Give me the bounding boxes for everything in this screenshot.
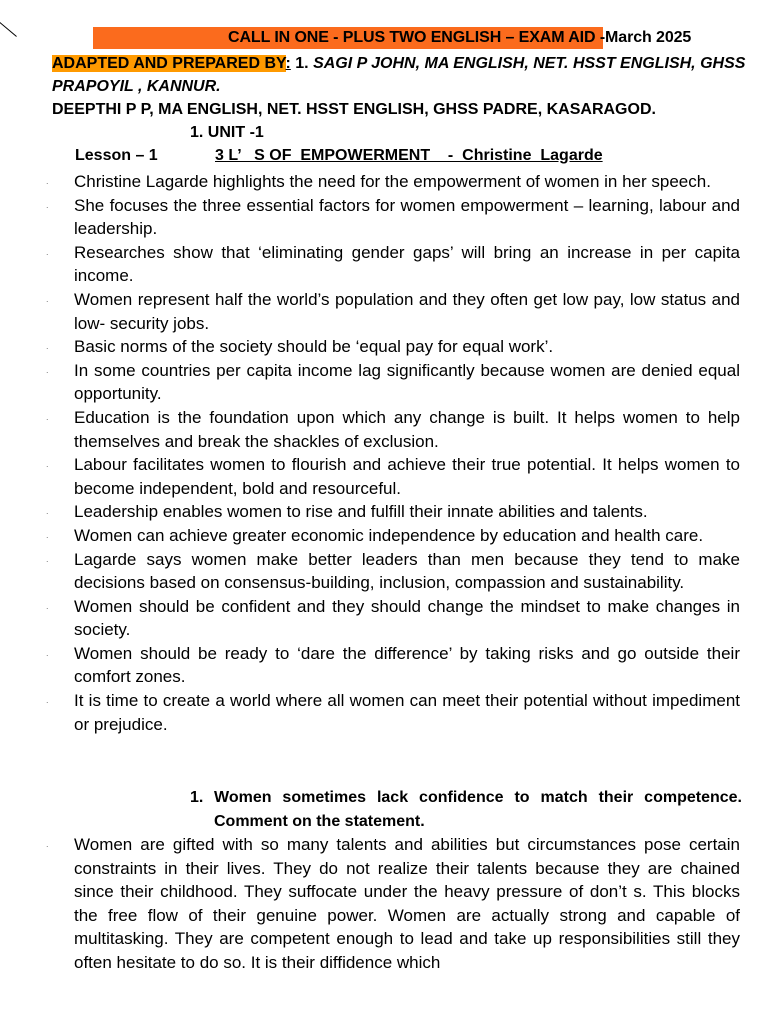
- lesson-heading: [75, 147, 603, 165]
- question-text: Women sometimes lack confidence to match their competence. Comment on the statement.: [214, 789, 742, 830]
- lesson-title: 3 L’ S OF EMPOWERMENT - Christine Lagarde: [215, 147, 603, 164]
- author1-credit: SAGI P JOHN, MA ENGLISH, NET. HSST ENGLISH, GHSS PRAPOYIL , KANNUR.: [52, 55, 746, 95]
- list-item: . Christine Lagarde highlights the need for the empowerment of women in her speech.: [74, 170, 740, 194]
- list-item: . Women can achieve greater economic independence by education and health care.: [74, 524, 740, 548]
- list-item: . Basic norms of the society should be ‘equal pay for equal work’.: [74, 335, 740, 359]
- list-item: . It is time to create a world where all women can meet their potential without impediment or prejudice.: [74, 689, 740, 736]
- author2-credit: DEEPTHI P P, MA ENGLISH, NET. HSST ENGLISH, GHSS PADRE, KASARAGOD.: [52, 101, 656, 118]
- list-item: . Education is the foundation upon which any change is built. It helps women to help themselves and break the shackles of exclusion.: [74, 406, 740, 453]
- unit-heading: 1. UNIT -1: [190, 124, 264, 141]
- adapted-colon: :: [285, 55, 291, 72]
- question-number: 1.: [190, 789, 204, 806]
- list-item: . Researches show that ‘eliminating gender gaps’ will bring an increase in per capita income.: [74, 241, 740, 288]
- summary-list: [74, 170, 740, 736]
- author1-number: 1.: [290, 55, 314, 72]
- question-1: [190, 786, 742, 833]
- list-item: . Women should be confident and they should change the mindset to make changes in society.: [74, 595, 740, 642]
- list-item: . Women represent half the world’s population and they often get low pay, low status and low- security jobs.: [74, 288, 740, 335]
- list-item: . Women should be ready to ‘dare the difference’ by taking risks and go outside their comfort zones.: [74, 642, 740, 689]
- list-item: . Lagarde says women make better leaders than men because they tend to make decisions based on consensus-building, inclusion, compassion and sustainability.: [74, 548, 740, 595]
- answer-paragraph: . Women are gifted with so many talents and abilities but circumstances pose certain constraints in their lives. They do not realize their talents because they are chained since their childhood. They suffocate under the heavy pressure of don’t s. This blocks the free flow of their genuine power. Women are actually strong and capable of multitasking. They are competent enough to lead and take up responsibilities still they often hesitate to do so. It is their diffidence which: [74, 833, 740, 975]
- corner-fold-mark: [0, 22, 17, 37]
- list-item: . In some countries per capita income lag significantly because women are denied equal opportunity.: [74, 359, 740, 406]
- credits-block: [52, 52, 752, 121]
- list-item: . Labour facilitates women to flourish and achieve their true potential. It helps women to become independent, bold and resourceful.: [74, 453, 740, 500]
- list-item: . She focuses the three essential factors for women empowerment – learning, labour and leadership.: [74, 194, 740, 241]
- document-title: CALL IN ONE - PLUS TWO ENGLISH – EXAM AID -March 2025: [228, 29, 692, 46]
- lesson-label: Lesson – 1: [75, 147, 158, 164]
- adapted-label: ADAPTED AND PREPARED BY: [52, 55, 286, 72]
- list-item: . Leadership enables women to rise and fulfill their innate abilities and talents.: [74, 500, 740, 524]
